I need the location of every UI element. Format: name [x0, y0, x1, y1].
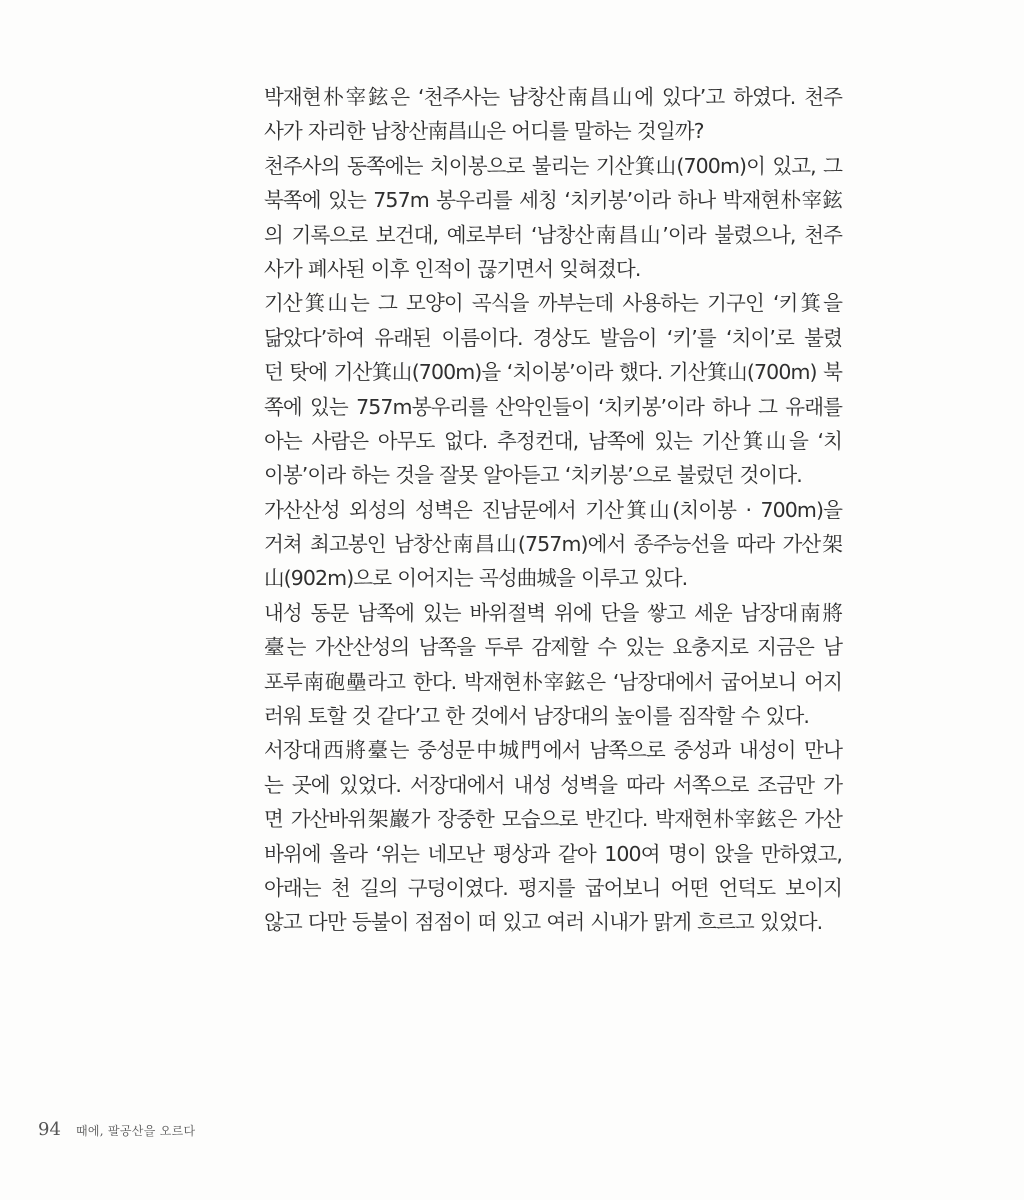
text-line: 거쳐 최고봉인 남창산南昌山(757m)에서 종주능선을 따라 가산架 — [264, 532, 842, 557]
text-line: 의 기록으로 보건대, 예로부터 ‘남창산南昌山’이라 불렸으나, 천주 — [264, 222, 842, 247]
text-line: 북쪽에 있는 757m 봉우리를 세칭 ‘치키봉’이라 하나 박재현朴宰鉉 — [264, 188, 842, 213]
text-line: 臺는 가산산성의 남쪽을 두루 감제할 수 있는 요충지로 지금은 남 — [264, 635, 842, 660]
text-line: 내성 동문 남쪽에 있는 바위절벽 위에 단을 쌓고 세운 남장대南將 — [264, 600, 842, 625]
text-line: 사가 자리한 남창산南昌山은 어디를 말하는 것일까? — [264, 119, 704, 144]
text-line: 아래는 천 길의 구덩이였다. 평지를 굽어보니 어떤 언덕도 보이지 — [264, 875, 842, 900]
text-line: 이봉’이라 하는 것을 잘못 알아듣고 ‘치키봉’으로 불렀던 것이다. — [264, 463, 802, 488]
text-line: 山(902m)으로 이어지는 곡성曲城을 이루고 있다. — [264, 566, 688, 591]
text-line: 천주사의 동쪽에는 치이봉으로 불리는 기산箕山(700m)이 있고, 그 — [264, 153, 842, 178]
text-line: 던 탓에 기산箕山(700m)을 ‘치이봉’이라 했다. 기산箕山(700m) 북 — [264, 360, 842, 385]
running-title: 때에, 팔공산을 오르다 — [76, 1124, 196, 1138]
text-line: 러워 토할 것 같다’고 한 것에서 남장대의 높이를 짐작할 수 있다. — [264, 704, 809, 729]
text-line: 박재현朴宰鉉은 ‘천주사는 남창산南昌山에 있다’고 하였다. 천주 — [264, 85, 842, 109]
text-line: 않고 다만 등불이 점점이 떠 있고 여러 시내가 맑게 흐르고 있었다. — [264, 910, 823, 935]
text-line: 포루南砲壘라고 한다. 박재현朴宰鉉은 ‘남장대에서 굽어보니 어지 — [264, 669, 842, 694]
text-line: 쪽에 있는 757m봉우리를 산악인들이 ‘치키봉’이라 하나 그 유래를 — [264, 394, 842, 419]
text-line: 아는 사람은 아무도 없다. 추정컨대, 남쪽에 있는 기산箕山을 ‘치 — [264, 428, 842, 453]
text-line: 바위에 올라 ‘위는 네모난 평상과 같아 100여 명이 앉을 만하였고, — [264, 841, 842, 866]
text-line: 면 가산바위架巖가 장중한 모습으로 반긴다. 박재현朴宰鉉은 가산 — [264, 807, 842, 832]
page-number: 94 — [38, 1119, 61, 1140]
text-line: 는 곳에 있었다. 서장대에서 내성 성벽을 따라 서쪽으로 조금만 가 — [264, 772, 842, 797]
body-text — [264, 80, 842, 940]
folio — [38, 1119, 195, 1140]
text-line: 사가 폐사된 이후 인적이 끊기면서 잊혀졌다. — [264, 256, 641, 281]
text-line: 기산箕山는 그 모양이 곡식을 까부는데 사용하는 기구인 ‘키箕을 — [264, 291, 842, 316]
text-line: 가산산성 외성의 성벽은 진남문에서 기산箕山(치이봉 · 700m)을 — [264, 497, 842, 522]
text-line: 닮았다’하여 유래된 이름이다. 경상도 발음이 ‘키’를 ‘치이’로 불렸 — [264, 325, 842, 350]
text-line: 서장대西將臺는 중성문中城門에서 남쪽으로 중성과 내성이 만나 — [264, 738, 842, 763]
